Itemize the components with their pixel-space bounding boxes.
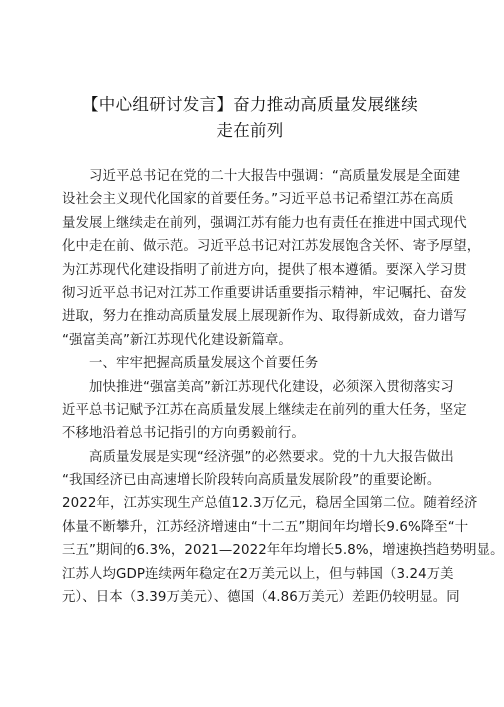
page-title: [60, 92, 440, 144]
text-line: 三五”期间的6.3%，2021—2022年年均增长5.8%，增速换挡趋势明显。: [62, 543, 504, 559]
text-line: 习近平总书记在党的二十大报告中强调：“高质量发展是全面建: [89, 169, 461, 184]
document-body: [62, 165, 504, 609]
text-line: 化中走在前、做示范。习近平总书记对江苏发展饱含关怀、寄予厚望，: [62, 239, 481, 255]
text-line: 高质量发展是实现“经济强”的必然要求。党的十九大报告做出: [89, 449, 454, 465]
title-line-2: 走在前列: [216, 121, 284, 140]
text-line: “我国经济已由高速增长阶段转向高质量发展阶段”的重要论断。: [62, 473, 441, 489]
text-line: 设社会主义现代化国家的首要任务。”习近平总书记希望江苏在高质: [62, 192, 454, 208]
text-line: 不移地沿着总书记指引的方向勇毅前行。: [62, 426, 305, 442]
text-line: 体量不断攀升，江苏经济增速由“十二五”期间年均增长9.6%降至“十: [62, 519, 469, 535]
text-line: 加快推进“强富美高”新江苏现代化建设，必须深入贯彻落实习: [89, 379, 454, 395]
text-line: 量发展上继续走在前列，强调江苏有能力也有责任在推进中国式现代: [62, 215, 467, 231]
text-line: 一、牢牢把握高质量发展这个首要任务: [89, 356, 319, 372]
text-line: 彻习近平总书记对江苏工作重要讲话重要指示精神，牢记嘱托、奋发: [62, 285, 467, 301]
text-line: 2022年，江苏实现生产总值12.3万亿元，稳居全国第二位。随着经济: [62, 496, 478, 512]
text-line: 近平总书记赋予江苏在高质量发展上继续走在前列的重大任务，坚定: [62, 402, 467, 418]
text-line: 江苏人均GDP连续两年稳定在2万美元以上，但与韩国（3.24万美: [62, 566, 454, 582]
text-line: 为江苏现代化建设指明了前进方向，提供了根本遵循。要深入学习贯: [62, 262, 467, 278]
text-line: “强富美高”新江苏现代化建设新篇章。: [62, 332, 292, 348]
title-line-1: 【中心组研讨发言】奋力推动高质量发展继续: [82, 95, 418, 114]
text-line: 元）、日本（3.39万美元）、德国（4.86万美元）差距仍较明显。同: [62, 590, 460, 606]
text-line: 进取，努力在推动高质量发展上展现新作为、取得新成效，奋力谱写: [62, 309, 467, 325]
